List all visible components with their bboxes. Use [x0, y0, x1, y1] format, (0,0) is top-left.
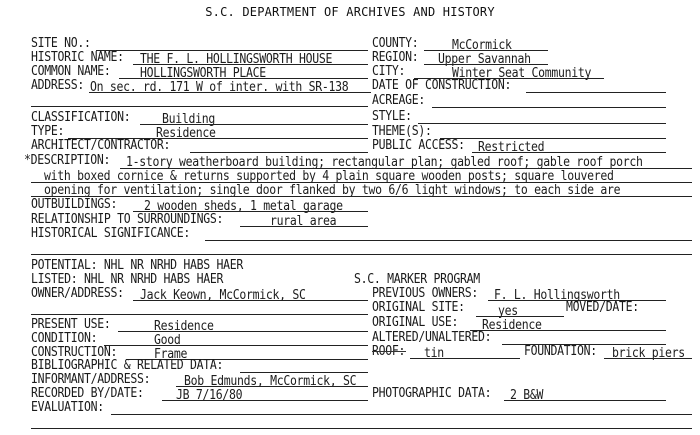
county-value: McCormick	[452, 36, 512, 53]
region-value: Upper Savannah	[438, 50, 531, 67]
style-line	[418, 123, 666, 124]
roof-strikethrough	[372, 351, 406, 352]
county-label: COUNTY:	[372, 34, 419, 51]
classification-value: Building	[162, 110, 215, 127]
foundation-label: FOUNDATION:	[524, 342, 597, 359]
condition-line	[104, 345, 368, 346]
present-use-value: Residence	[154, 317, 214, 334]
address-line	[89, 92, 371, 93]
original-use-value: Residence	[482, 316, 542, 333]
owner-line	[133, 300, 368, 301]
evaluation-line	[111, 414, 692, 415]
city-label: CITY:	[372, 62, 406, 79]
informant-label: INFORMANT/ADDRESS:	[31, 370, 151, 387]
address-label: ADDRESS:	[31, 76, 84, 93]
previous-owners-label: PREVIOUS OWNERS:	[372, 284, 478, 301]
foundation-value: brick piers	[612, 344, 685, 361]
date-construction-label: DATE OF CONSTRUCTION:	[372, 76, 512, 93]
acreage-label: ACREAGE:	[372, 91, 425, 108]
owner-label: OWNER/ADDRESS:	[31, 284, 124, 301]
description-rule-3	[31, 196, 692, 197]
historic-name-label: HISTORIC NAME:	[31, 48, 124, 65]
listed-row: LISTED: NHL NR NRHD HABS HAER	[31, 270, 224, 287]
altered-label: ALTERED/UNALTERED:	[372, 328, 492, 345]
potential-row: POTENTIAL: NHL NR NRHD HABS HAER	[31, 256, 243, 273]
construction-label: CONSTRUCTION:	[31, 343, 118, 360]
informant-value: Bob Edmunds, McCormick, SC	[184, 372, 357, 389]
historic-name-value: THE F. L. HOLLINGSWORTH HOUSE	[140, 50, 333, 67]
outbuildings-value: 2 wooden sheds, 1 metal garage	[144, 197, 343, 214]
original-site-label: ORIGINAL SITE:	[372, 298, 465, 315]
relationship-line	[240, 226, 368, 227]
moved-date-label: MOVED/DATE:	[566, 298, 639, 315]
description-line-1: 1-story weatherboard building; rectangular plan; gabled roof; gable roof porch	[126, 153, 643, 170]
marker-program-label: S.C. MARKER PROGRAM	[354, 270, 480, 287]
roof-value: tin	[424, 344, 444, 361]
bibliographic-label: BIBLIOGRAPHIC & RELATED DATA:	[31, 356, 224, 373]
previous-owners-value: F. L. Hollingsworth	[494, 286, 620, 303]
relationship-value: rural area	[270, 212, 337, 229]
construction-value: Frame	[154, 345, 188, 362]
acreage-line	[432, 107, 666, 108]
themes-label: THEME(S):	[372, 122, 432, 139]
original-use-label: ORIGINAL USE:	[372, 313, 459, 330]
historical-significance-line-2	[31, 254, 692, 255]
classification-label: CLASSIFICATION:	[31, 108, 131, 125]
photographic-data-line	[504, 400, 666, 401]
condition-value: Good	[154, 331, 181, 348]
present-use-label: PRESENT USE:	[31, 315, 111, 332]
public-access-value: Restricted	[478, 138, 545, 155]
evaluation-label: EVALUATION:	[31, 398, 104, 415]
address-value: On sec. rd. 171 W of inter. with SR-138	[90, 78, 349, 95]
public-access-line	[472, 152, 666, 153]
historical-significance-line	[205, 240, 692, 241]
original-use-line	[470, 330, 666, 331]
common-name-label: COMMON NAME:	[31, 62, 111, 79]
roof-line	[410, 358, 520, 359]
region-label: REGION:	[372, 48, 419, 65]
photographic-data-label: PHOTOGRAPHIC DATA:	[372, 384, 492, 401]
type-value: Residence	[156, 124, 216, 141]
roof-label: ROOF:	[372, 342, 406, 359]
description-line-3: opening for ventilation; single door flanked by two 6/6 light windows; to each side are	[44, 181, 621, 198]
city-value: Winter Seat Community	[452, 64, 592, 81]
date-construction-line	[526, 92, 666, 93]
architect-line	[190, 152, 368, 153]
recorded-by-value: JB 7/16/80	[176, 386, 243, 403]
owner-value: Jack Keown, McCormick, SC	[140, 286, 306, 303]
description-label: *DESCRIPTION:	[24, 151, 111, 168]
evaluation-line-2	[31, 428, 692, 429]
architect-label: ARCHITECT/CONTRACTOR:	[31, 136, 171, 153]
photographic-data-value: 2 B&W	[510, 386, 544, 403]
public-access-label: PUBLIC ACCESS:	[372, 136, 465, 153]
style-label: STYLE:	[372, 107, 412, 124]
foundation-line	[604, 358, 692, 359]
owner-line-2	[31, 314, 368, 315]
common-name-value: HOLLINGSWORTH PLACE	[140, 64, 266, 81]
condition-label: CONDITION:	[31, 329, 98, 346]
form-header: S.C. DEPARTMENT OF ARCHIVES AND HISTORY	[205, 5, 495, 19]
address-line-2	[31, 106, 368, 107]
historical-significance-label: HISTORICAL SIGNIFICANCE:	[31, 224, 190, 241]
original-site-value: yes	[498, 302, 518, 319]
relationship-label: RELATIONSHIP TO SURROUNDINGS:	[31, 210, 224, 227]
themes-line	[440, 138, 666, 139]
recorded-by-label: RECORDED BY/DATE:	[31, 384, 144, 401]
outbuildings-label: OUTBUILDINGS:	[31, 195, 118, 212]
description-line-2: with boxed cornice & returns supported by 4 plain square wooden posts; square louvered	[44, 167, 614, 184]
type-label: TYPE:	[31, 122, 65, 139]
site-no-label: SITE NO.:	[31, 34, 91, 51]
recorded-by-line	[162, 400, 368, 401]
